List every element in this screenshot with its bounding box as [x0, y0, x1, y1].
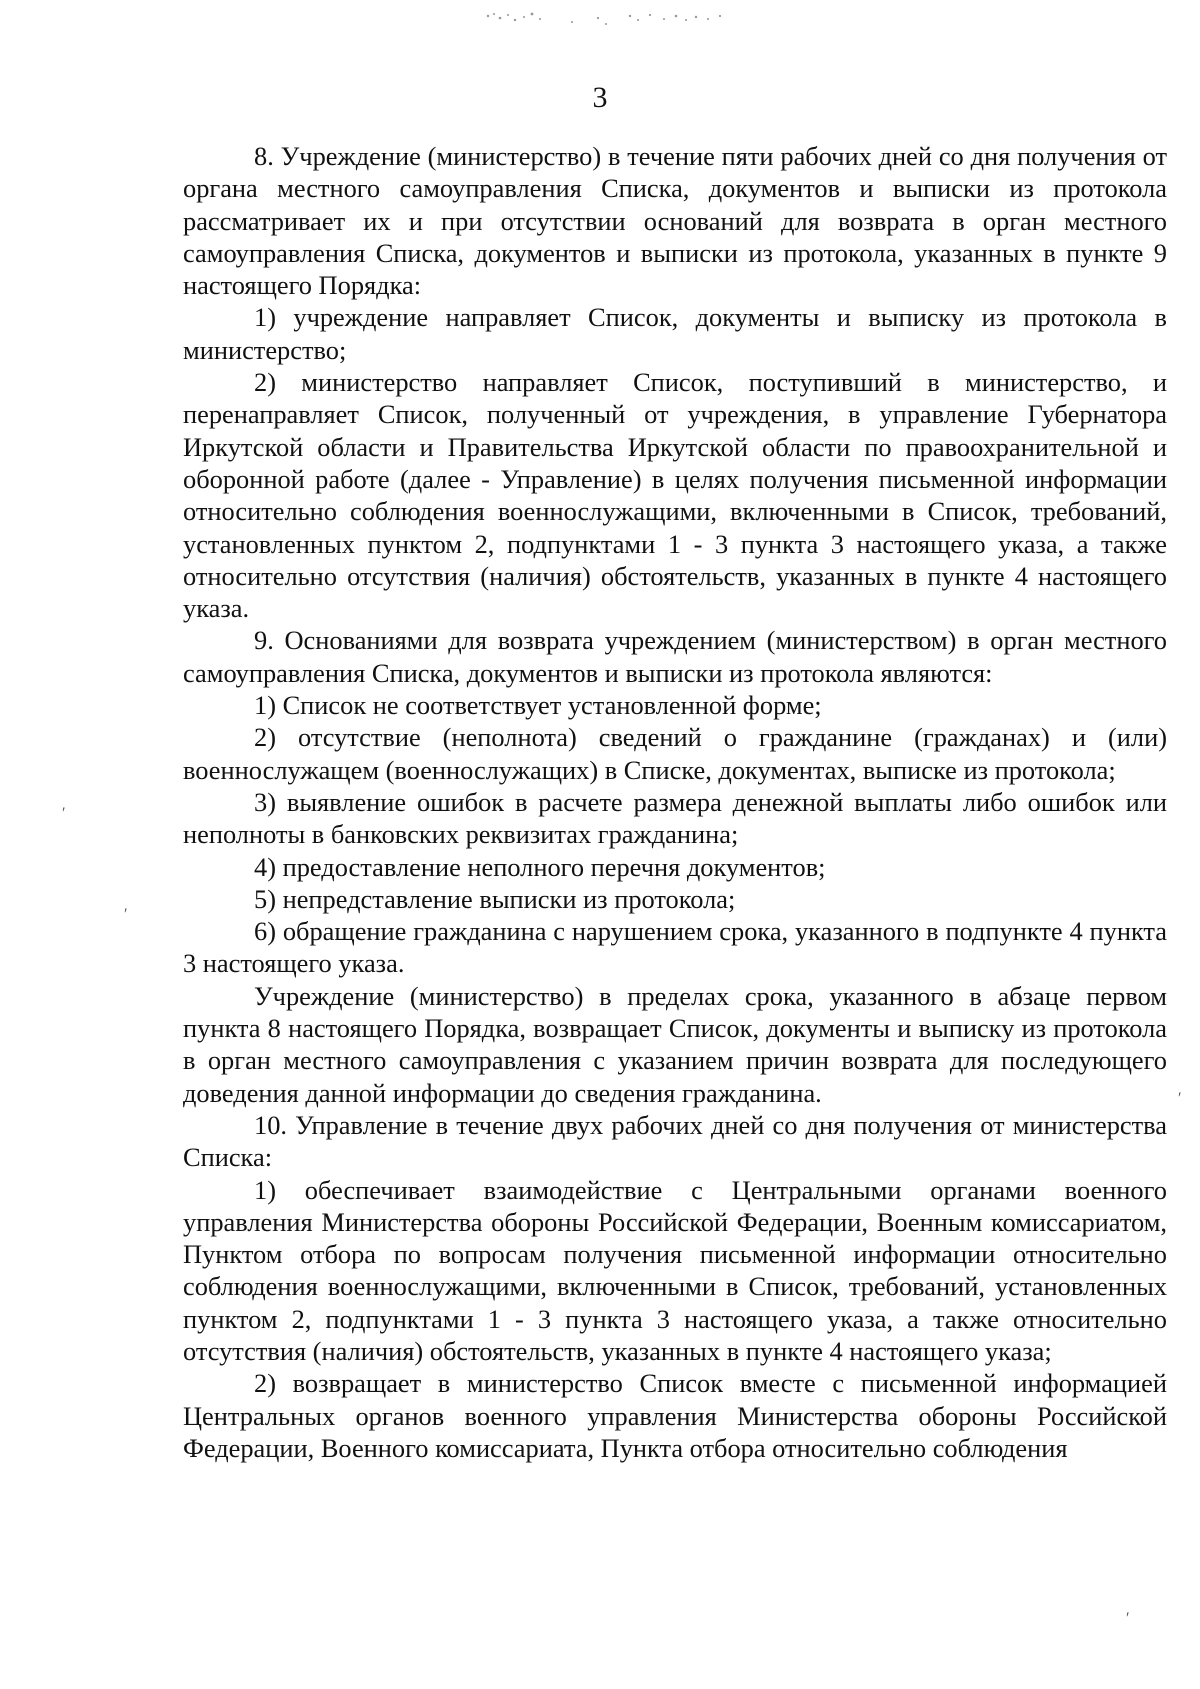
- scan-artifact: [480, 6, 750, 30]
- scan-mark: ′: [1126, 1610, 1130, 1627]
- paragraph-10: 10. Управление в течение двух рабочих дней со дня получения от министерства Списка:: [183, 1109, 1167, 1173]
- paragraph-9-item-1: 1) Список не соответствует установленной форме;: [254, 690, 822, 721]
- paragraph-9-item-2: 2) отсутствие (неполнота) сведений о гражданине (гражданах) и (или) военнослужащем (военнослужащих) в Списке, документах, выписке из протокола;: [183, 722, 1167, 785]
- paragraph-9-item-5: 5) непредставление выписки из протокола;: [254, 883, 736, 914]
- paragraph-10-item-1: 1) обеспечивает взаимодействие с Центральными органами военного управления Министерства обороны Российской Федерации, Военным комиссариатом, Пунктом отбора по вопросам получения письменной информации относительно соблюдения военнослужащими, включенными в Список, требований, установленных пунктом 2, подпунктами 1 - 3 пункта 3 настоящего указа, а также относительно отсутствия (наличия) обстоятельств, указанных в пункте 4 настоящего указа;: [183, 1174, 1167, 1366]
- paragraph-9-return-note: Учреждение (министерство) в пределах срока, указанного в абзаце первом пункта 8 настоящего Порядка, возвращает Список, документы и выписку из протокола в орган местного самоуправления с указанием причин возврата для последующего доведения данной информации до сведения гражданина.: [183, 980, 1167, 1108]
- paragraph-9-item-4: 4) предоставление неполного перечня документов;: [254, 851, 826, 882]
- scan-mark: ′: [1178, 1090, 1182, 1107]
- paragraph-8: 8. Учреждение (министерство) в течение пяти рабочих дней со дня получения от органа местного самоуправления Списка, документов и выписки из протокола рассматривает их и при отсутствии оснований для возврата в орган местного самоуправления Списка, документов и выписки из протокола, указанных в пункте 9 настоящего Порядка:: [183, 141, 1167, 301]
- document-body: [183, 140, 1167, 1464]
- paragraph-8-item-2: 2) министерство направляет Список, поступивший в министерство, и перенаправляет Список, полученный от учреждения, в управление Губернатора Иркутской области и Правительства Иркутской области по правоохранительной и оборонной работе (далее - Управление) в целях получения письменной информации относительно соблюдения военнослужащими, включенными в Список, требований, установленных пунктом 2, подпунктами 1 - 3 пункта 3 настоящего указа, а также относительно отсутствия (наличия) обстоятельств, указанных в пункте 4 настоящего указа.: [183, 367, 1167, 624]
- paragraph-9-item-3: 3) выявление ошибок в расчете размера денежной выплаты либо ошибок или неполноты в банковских реквизитах гражданина;: [183, 786, 1167, 850]
- scan-mark: ′: [124, 906, 128, 923]
- paragraph-9-item-6: 6) обращение гражданина с нарушением срока, указанного в подпункте 4 пункта 3 настоящего указа.: [183, 916, 1167, 979]
- paragraph-9: 9. Основаниями для возврата учреждением (министерством) в орган местного самоуправления Списка, документов и выписки из протокола являются:: [183, 625, 1167, 688]
- scan-mark: ′: [62, 805, 66, 822]
- paragraph-8-item-1: 1) учреждение направляет Список, документы и выписку из протокола в министерство;: [183, 302, 1167, 365]
- paragraph-10-item-2: 2) возвращает в министерство Список вместе с письменной информацией Центральных органов военного управления Министерства обороны Российской Федерации, Военного комиссариата, Пункта отбора относительно соблюдения: [183, 1368, 1167, 1463]
- page-number: 3: [592, 81, 608, 114]
